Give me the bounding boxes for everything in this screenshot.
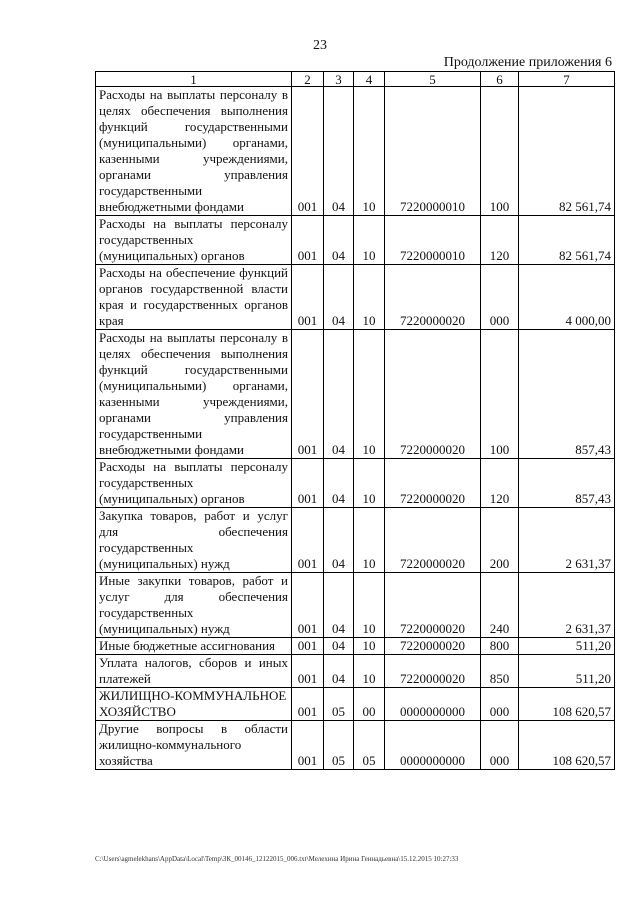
cell-expense-type: 000 [481, 688, 519, 721]
cell-amount: 511,20 [519, 638, 615, 655]
table-row [96, 721, 615, 770]
row-description: Расходы на выплаты персоналу в целях обеспечения выполнения функций государственными (муниципальными) органами, казенными учреждениями, органами управления государственными внебюджетными фондами [96, 330, 292, 459]
cell-target: 7220000020 [385, 330, 481, 459]
cell-target: 7220000010 [385, 216, 481, 265]
cell-target: 7220000020 [385, 655, 481, 688]
cell-amount: 857,43 [519, 330, 615, 459]
cell-target: 7220000010 [385, 87, 481, 216]
table-row [96, 87, 615, 216]
cell-expense-type: 100 [481, 330, 519, 459]
cell-target: 0000000000 [385, 688, 481, 721]
cell-section: 04 [324, 508, 354, 573]
cell-amount: 4 000,00 [519, 265, 615, 330]
cell-subsection: 05 [354, 721, 385, 770]
cell-target: 7220000020 [385, 508, 481, 573]
cell-subsection: 00 [354, 688, 385, 721]
cell-subsection: 10 [354, 216, 385, 265]
cell-amount: 857,43 [519, 459, 615, 508]
cell-ministry: 001 [292, 459, 324, 508]
cell-amount: 2 631,37 [519, 508, 615, 573]
cell-expense-type: 240 [481, 573, 519, 638]
cell-section: 04 [324, 459, 354, 508]
table-row [96, 573, 615, 638]
cell-ministry: 001 [292, 721, 324, 770]
cell-subsection: 10 [354, 265, 385, 330]
cell-target: 7220000020 [385, 638, 481, 655]
cell-ministry: 001 [292, 87, 324, 216]
cell-amount: 511,20 [519, 655, 615, 688]
cell-expense-type: 800 [481, 638, 519, 655]
cell-section: 04 [324, 638, 354, 655]
cell-ministry: 001 [292, 216, 324, 265]
table-row [96, 508, 615, 573]
cell-amount: 108 620,57 [519, 688, 615, 721]
file-path-footer: C:\Users\agmelekhans\AppData\Local\Temp\ЗК_00146_12122015_006.txt\Мелехина Ирина Геннадьевна\15.12.2015 10:27:33 [95, 855, 459, 863]
cell-subsection: 10 [354, 330, 385, 459]
row-description: ЖИЛИЩНО-КОММУНАЛЬНОЕ ХОЗЯЙСТВО [96, 688, 292, 721]
cell-section: 05 [324, 688, 354, 721]
cell-ministry: 001 [292, 330, 324, 459]
row-description: Иные закупки товаров, работ и услуг для обеспечения государственных (муниципальных) нужд [96, 573, 292, 638]
header-cell: 4 [354, 72, 385, 87]
header-cell: 5 [385, 72, 481, 87]
header-cell: 1 [96, 72, 292, 87]
cell-section: 04 [324, 87, 354, 216]
row-description: Другие вопросы в области жилищно-коммунального хозяйства [96, 721, 292, 770]
table-row [96, 638, 615, 655]
cell-ministry: 001 [292, 638, 324, 655]
cell-expense-type: 850 [481, 655, 519, 688]
table-row [96, 459, 615, 508]
cell-expense-type: 000 [481, 265, 519, 330]
cell-subsection: 10 [354, 459, 385, 508]
table-row [96, 655, 615, 688]
cell-subsection: 10 [354, 87, 385, 216]
cell-section: 04 [324, 265, 354, 330]
cell-ministry: 001 [292, 508, 324, 573]
cell-target: 7220000020 [385, 459, 481, 508]
table-row [96, 330, 615, 459]
cell-target: 0000000000 [385, 721, 481, 770]
cell-section: 04 [324, 655, 354, 688]
cell-amount: 82 561,74 [519, 87, 615, 216]
cell-amount: 2 631,37 [519, 573, 615, 638]
cell-target: 7220000020 [385, 265, 481, 330]
header-cell: 3 [324, 72, 354, 87]
cell-ministry: 001 [292, 573, 324, 638]
row-description: Расходы на обеспечение функций органов государственной власти края и государственных органов края [96, 265, 292, 330]
cell-amount: 108 620,57 [519, 721, 615, 770]
header-cell: 2 [292, 72, 324, 87]
header-cell: 6 [481, 72, 519, 87]
cell-expense-type: 120 [481, 459, 519, 508]
cell-subsection: 10 [354, 573, 385, 638]
row-description: Уплата налогов, сборов и иных платежей [96, 655, 292, 688]
table-row [96, 265, 615, 330]
cell-section: 04 [324, 330, 354, 459]
cell-section: 04 [324, 216, 354, 265]
cell-subsection: 10 [354, 638, 385, 655]
cell-amount: 82 561,74 [519, 216, 615, 265]
cell-target: 7220000020 [385, 573, 481, 638]
page-number: 23 [313, 38, 327, 53]
table-header-row [96, 72, 615, 87]
row-description: Расходы на выплаты персоналу в целях обеспечения выполнения функций государственными (муниципальными) органами, казенными учреждениями, органами управления государственными внебюджетными фондами [96, 87, 292, 216]
table-row [96, 688, 615, 721]
row-description: Расходы на выплаты персоналу государственных (муниципальных) органов [96, 216, 292, 265]
cell-expense-type: 200 [481, 508, 519, 573]
cell-expense-type: 120 [481, 216, 519, 265]
cell-subsection: 10 [354, 655, 385, 688]
cell-section: 05 [324, 721, 354, 770]
row-description: Расходы на выплаты персоналу государственных (муниципальных) органов [96, 459, 292, 508]
row-description: Иные бюджетные ассигнования [96, 638, 292, 655]
cell-expense-type: 000 [481, 721, 519, 770]
budget-table [95, 71, 615, 770]
cell-ministry: 001 [292, 655, 324, 688]
cell-expense-type: 100 [481, 87, 519, 216]
table-row [96, 216, 615, 265]
cell-ministry: 001 [292, 265, 324, 330]
row-description: Закупка товаров, работ и услуг для обеспечения государственных (муниципальных) нужд [96, 508, 292, 573]
continuation-note: Продолжение приложения 6 [443, 55, 612, 70]
cell-section: 04 [324, 573, 354, 638]
cell-subsection: 10 [354, 508, 385, 573]
header-cell: 7 [519, 72, 615, 87]
cell-ministry: 001 [292, 688, 324, 721]
